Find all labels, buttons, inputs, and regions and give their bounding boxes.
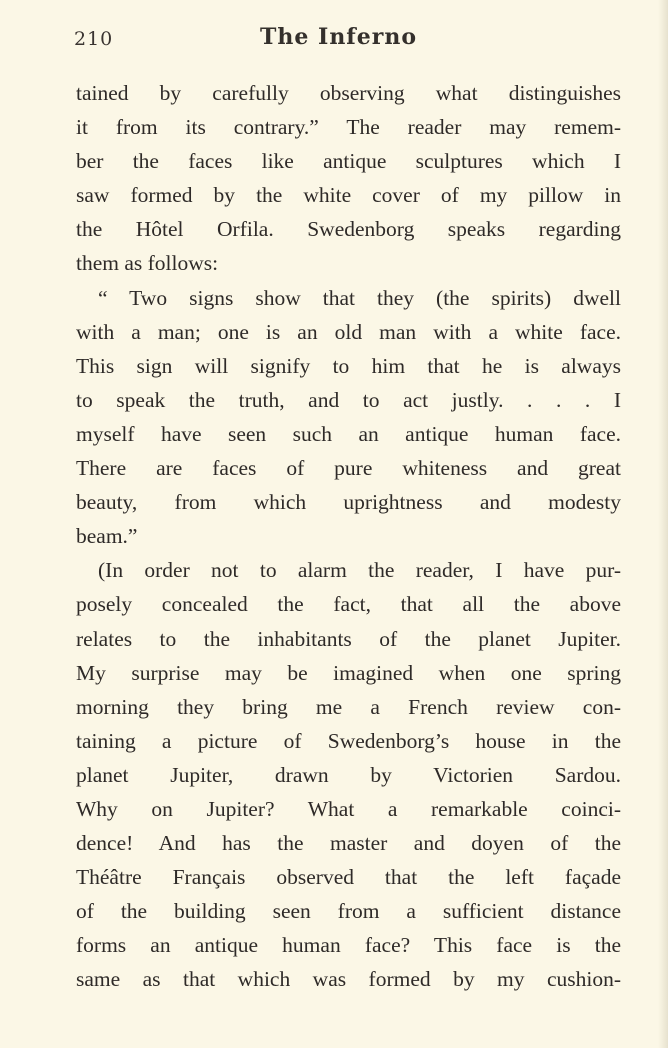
text-line: the Hôtel Orfila. Swedenborg speaks regarding (76, 217, 621, 242)
text-line: beam.” (76, 524, 138, 549)
text-line: ber the faces like antique sculptures which I (76, 149, 621, 174)
text-line: relates to the inhabitants of the planet Jupiter. (76, 626, 621, 651)
text-line: My surprise may be imagined when one spring (76, 660, 621, 685)
text-line: There are faces of pure whiteness and great (76, 456, 621, 481)
text-line: myself have seen such an antique human face. (76, 421, 621, 446)
text-line: saw formed by the white cover of my pillow in (76, 183, 621, 208)
text-line: it from its contrary.” The reader may remem- (76, 115, 621, 140)
text-line: Why on Jupiter? What a remarkable coinci- (76, 796, 621, 821)
text-line: forms an antique human face? This face is the (76, 933, 621, 958)
text-line: of the building seen from a sufficient distance (76, 899, 621, 924)
text-line: morning they bring me a French review con- (76, 694, 621, 719)
text-line: dence! And has the master and doyen of the (76, 831, 621, 856)
running-title: The Inferno (260, 24, 418, 50)
text-line: with a man; one is an old man with a white face. (76, 319, 621, 344)
page-edge-shadow (658, 0, 668, 1048)
text-line: to speak the truth, and to act justly. . . . I (76, 387, 621, 412)
text-line: taining a picture of Swedenborg’s house in the (76, 728, 621, 753)
text-line: posely concealed the fact, that all the above (76, 592, 621, 617)
text-line: same as that which was formed by my cushion- (76, 967, 621, 992)
body-text (76, 76, 621, 997)
text-line: tained by carefully observing what distinguishes (76, 81, 621, 105)
text-line: them as follows: (76, 251, 219, 276)
text-line: This sign will signify to him that he is always (76, 353, 621, 378)
page-number: 210 (74, 28, 114, 50)
text-line: “ Two signs show that they (the spirits) dwell (98, 285, 621, 310)
page-header (74, 24, 619, 56)
text-line: beauty, from which uprightness and modesty (76, 490, 621, 515)
text-line: (In order not to alarm the reader, I have pur- (98, 558, 621, 583)
text-line: Théâtre Français observed that the left façade (76, 865, 621, 890)
text-line: planet Jupiter, drawn by Victorien Sardou. (76, 762, 621, 787)
